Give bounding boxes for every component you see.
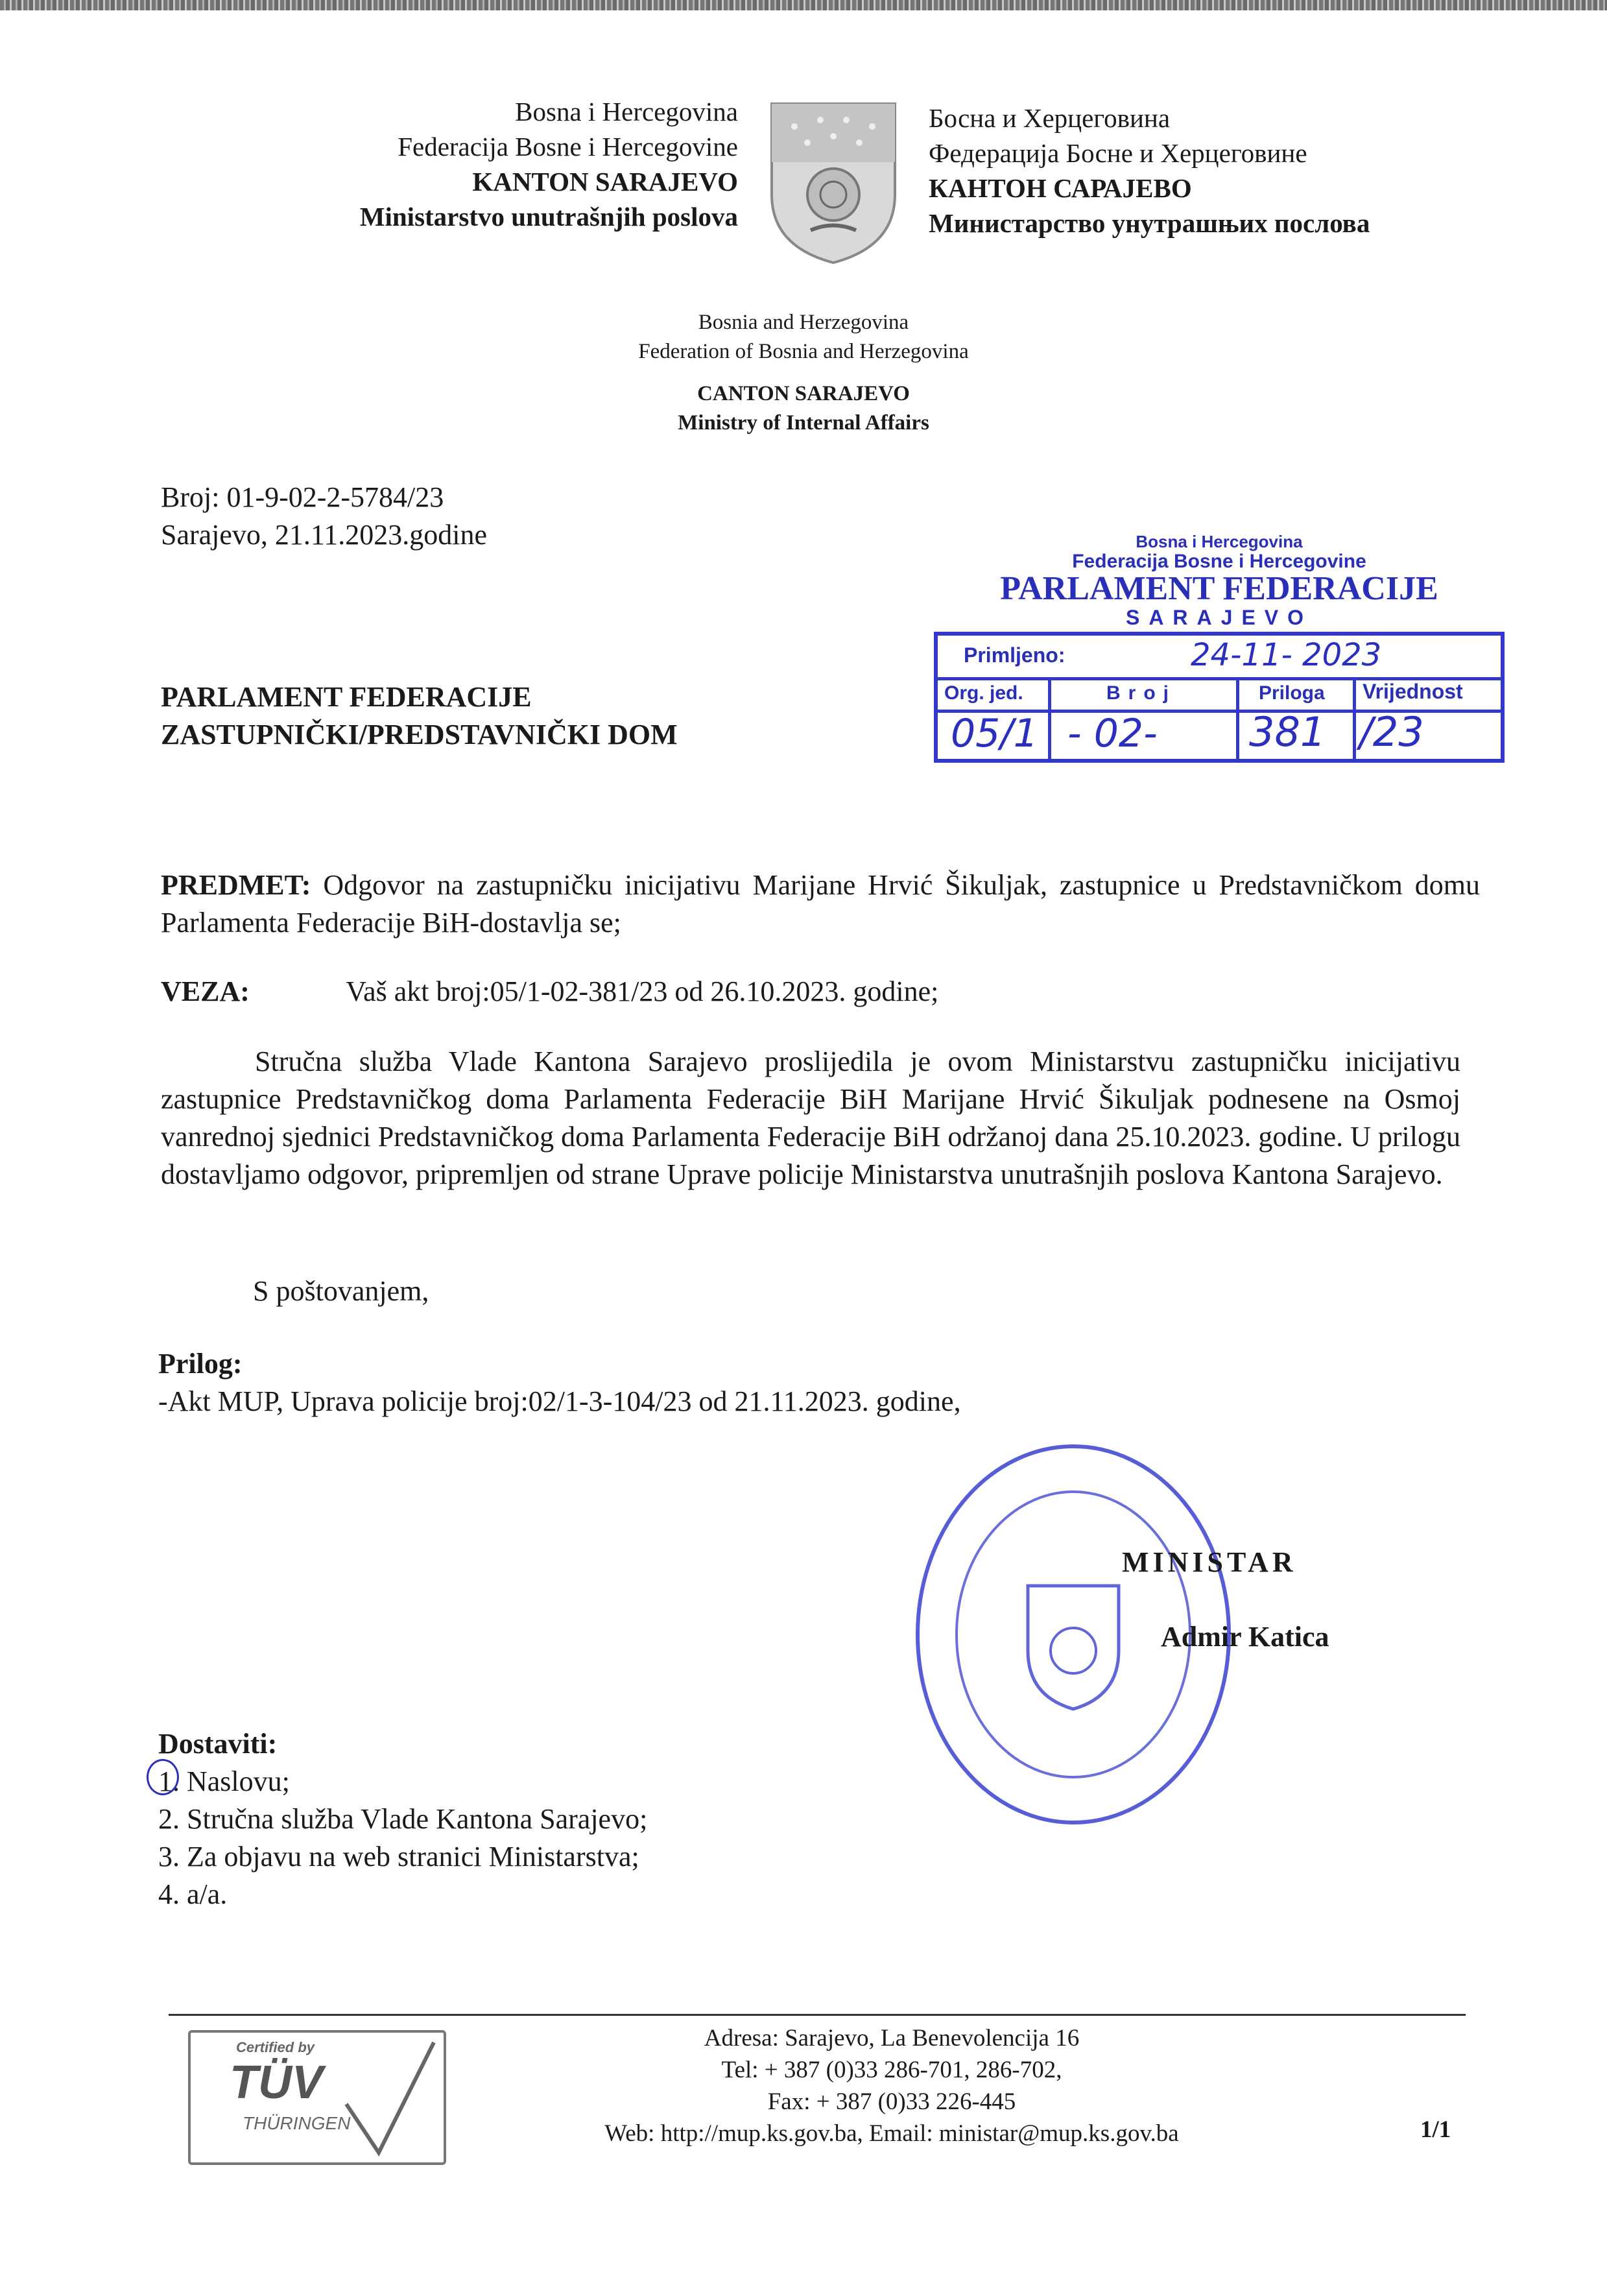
stamp-value: 05/1: [951, 711, 1038, 756]
footer-contact: [454, 2022, 1329, 2149]
subject-label: PREDMET:: [161, 869, 311, 901]
letterhead-line: Федерација Босне и Херцеговине: [929, 138, 1307, 168]
attachment-label: Prilog:: [158, 1348, 243, 1380]
subject-block: [161, 867, 1480, 942]
body-paragraph: Stručna služba Vlade Kantona Sarajevo proslijedila je ovom Ministarstvu zastupničku inicijativu zastupnice Predstavničkog doma Parlamenta Federacije BiH Marijane Hrvić Šikuljak podnesene na Osmoj vanrednoj sjednici Predstavničkog doma Parlamenta Federacije BiH održanoj dana 25.10.2023. godine. U prilogu dostavljamo odgovor, pripremljen od strane Uprave policije Ministarstva unutrašnjih poslova Kantona Sarajevo.: [161, 1046, 1460, 1190]
stamp-line: SARAJEVO: [1125, 606, 1313, 629]
distribution-label: Dostaviti:: [158, 1728, 278, 1760]
page-number: 1/1: [1420, 2116, 1451, 2143]
veza-label: VEZA:: [161, 975, 250, 1007]
letterhead-line: CANTON SARAJEVO: [697, 382, 910, 405]
stamp-col-header: Priloga: [1259, 682, 1325, 704]
distribution-item: 4. a/a.: [158, 1878, 228, 1910]
reference-date: Sarajevo, 21.11.2023.godine: [161, 519, 488, 551]
stamp-col-header: Org. jed.: [944, 682, 1023, 704]
letterhead-line: КАНТОН САРАЈЕВО: [929, 173, 1192, 203]
reference-number: Broj: 01-9-02-2-5784/23: [161, 481, 444, 513]
stamp-table: [934, 632, 1505, 763]
stamp-value: /23: [1359, 708, 1424, 756]
footer-web: Web: http://mup.ks.gov.ba, Email: ministar@mup.ks.gov.ba: [604, 2120, 1179, 2147]
signatory-title: MINISTAR: [1122, 1546, 1297, 1578]
footer-address: Adresa: Sarajevo, La Benevolencija 16: [704, 2025, 1080, 2051]
distribution-item: 1. Naslovu;: [158, 1765, 290, 1797]
stamp-received-row: [938, 636, 1501, 680]
signatory-name: Admir Katica: [1161, 1621, 1329, 1653]
footer-tel: Tel: + 387 (0)33 286-701, 286-702,: [721, 2057, 1062, 2083]
letterhead-line: Federacija Bosne i Hercegovine: [398, 132, 738, 161]
coat-of-arms-icon: [765, 97, 901, 266]
letterhead-line: Ministry of Internal Affairs: [678, 411, 929, 435]
letterhead-line: KANTON SARAJEVO: [472, 167, 738, 197]
veza-block: [161, 973, 1480, 1010]
stamp-divider: [1353, 677, 1356, 759]
footer-rule: [169, 2014, 1466, 2016]
distribution-block: [158, 1725, 647, 1913]
stamp-header-row: [938, 677, 1501, 713]
letterhead-line: Bosnia and Herzegovina: [698, 311, 909, 334]
attachment-item: -Akt MUP, Uprava policije broj:02/1-3-104/23 od 21.11.2023. godine,: [158, 1385, 961, 1417]
letterhead-line: Министарство унутрашњих послова: [929, 208, 1370, 238]
stamp-line: Bosna i Hercegovina: [1136, 532, 1303, 551]
distribution-item: 2. Stručna služba Vlade Kantona Sarajevo;: [158, 1803, 648, 1835]
stamp-line: Federacija Bosne i Hercegovine: [1072, 551, 1366, 572]
stamp-value: 381: [1249, 708, 1326, 756]
reference-block: [161, 479, 487, 554]
cert-caption: Certified by: [236, 2039, 315, 2055]
attachment-block: [158, 1345, 961, 1420]
stamp-divider: [1236, 677, 1239, 759]
stamp-col-header: Broj: [1106, 682, 1176, 704]
letterhead-line: Federation of Bosnia and Herzegovina: [638, 340, 969, 363]
stamp-col-header: Vrijednost: [1363, 680, 1463, 703]
handwritten-circle-mark: [147, 1759, 179, 1795]
cert-region: THÜRINGEN: [243, 2113, 351, 2133]
letterhead-line: Bosna i Hercegovina: [515, 97, 738, 126]
stamp-received-date: 24-11- 2023: [1191, 637, 1382, 673]
distribution-item: 3. Za objavu na web stranici Ministarstva;: [158, 1841, 639, 1872]
received-stamp: [934, 532, 1505, 763]
tuv-certificate-badge: [188, 2030, 446, 2165]
letterhead-line: Босна и Херцеговина: [929, 103, 1171, 133]
scan-top-edge: [0, 0, 1607, 10]
recipient-line: ZASTUPNIČKI/PREDSTAVNIČKI DOM: [161, 719, 678, 750]
letterhead-line: Ministarstvo unutrašnjih poslova: [359, 202, 738, 232]
stamp-divider: [1048, 677, 1051, 759]
letterhead-latin: [360, 94, 738, 234]
checkmark-icon: [340, 2039, 437, 2159]
closing: S poštovanjem,: [253, 1275, 429, 1307]
veza-text: Vaš akt broj:05/1-02-381/23 od 26.10.2023. godine;: [346, 975, 939, 1007]
letterhead-cyrillic: [929, 101, 1370, 241]
cert-brand: TÜV: [230, 2057, 323, 2109]
letterhead-english: [0, 308, 1607, 438]
footer-fax: Fax: + 387 (0)33 226-445: [767, 2088, 1016, 2115]
recipient-block: [161, 678, 678, 754]
recipient-line: PARLAMENT FEDERACIJE: [161, 681, 532, 713]
stamp-line: PARLAMENT FEDERACIJE: [1000, 570, 1438, 607]
stamp-value: - 02-: [1067, 711, 1158, 756]
subject-text: Odgovor na zastupničku inicijativu Marijane Hrvić Šikuljak, zastupnice u Predstavničkom domu Parlamenta Federacije BiH-dostavlja se;: [161, 869, 1481, 939]
stamp-received-label: Primljeno:: [964, 643, 1065, 667]
